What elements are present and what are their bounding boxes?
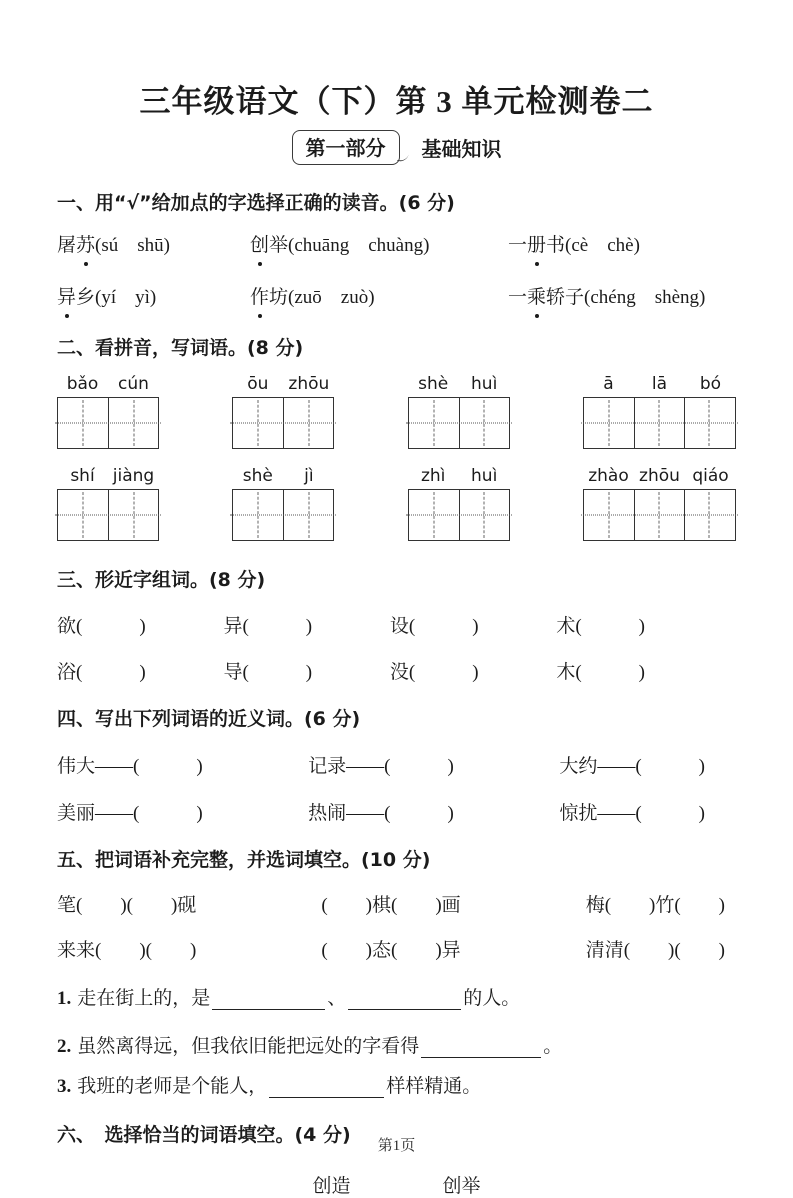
answer-blank bbox=[212, 991, 325, 1010]
writing-grid bbox=[583, 397, 736, 449]
q1-item-pre: 一 bbox=[508, 235, 528, 256]
q1-item-yiceshu bbox=[508, 230, 736, 257]
pinyin-syllable: huì bbox=[471, 374, 498, 394]
dotted-char: 作 bbox=[250, 282, 269, 309]
pinyin-label bbox=[232, 466, 334, 486]
writing-cell bbox=[584, 398, 634, 448]
sentence-text: 的人。 bbox=[463, 988, 521, 1009]
writing-cell bbox=[634, 398, 684, 448]
q1-item-zuofang bbox=[250, 282, 508, 309]
page-number: 第1页 bbox=[377, 1138, 416, 1154]
word-bank bbox=[57, 1171, 736, 1198]
pinyin-syllable: shè bbox=[418, 374, 449, 394]
sentence-text: 。 bbox=[543, 1036, 563, 1057]
synonym-item: 记录——( ) bbox=[308, 756, 454, 777]
word-form-item: 导( ) bbox=[223, 662, 313, 683]
sentence-text: 虽然离得远，但我依旧能把远处的字看得 bbox=[77, 1036, 420, 1057]
writing-cell bbox=[108, 490, 158, 540]
word-form-item: 没( ) bbox=[389, 662, 479, 683]
word-form-item: 设( ) bbox=[389, 616, 479, 637]
sentence-text: 、 bbox=[327, 988, 347, 1009]
pinyin-label bbox=[57, 374, 159, 394]
section-part-badge: 第一部分 bbox=[292, 130, 400, 165]
pinyin-grid-group bbox=[232, 374, 334, 449]
pinyin-grid-group bbox=[583, 374, 736, 449]
writing-cell bbox=[684, 398, 734, 448]
q1-item-post: 举(chuāng chuàng) bbox=[269, 235, 430, 256]
word-bank-option: 创造 bbox=[312, 1176, 351, 1197]
writing-grid bbox=[583, 489, 736, 541]
pinyin-syllable: qiáo bbox=[692, 466, 729, 486]
idiom-item: 笔( )( )砚 bbox=[57, 895, 197, 916]
writing-grid bbox=[232, 489, 334, 541]
answer-blank bbox=[348, 991, 461, 1010]
q1-item-post: 坊(zuō zuò) bbox=[269, 287, 375, 308]
pinyin-syllable: shí bbox=[70, 466, 95, 486]
pinyin-syllable: jì bbox=[304, 466, 314, 486]
sentence-number: 1. bbox=[57, 988, 72, 1009]
sentence-text: 我班的老师是个能人， bbox=[77, 1076, 268, 1097]
sentence-text: 样样精通。 bbox=[386, 1076, 482, 1097]
dotted-char: 创 bbox=[250, 230, 269, 257]
pinyin-grid-group bbox=[583, 466, 736, 541]
q1-item-post: 书(cè chè) bbox=[546, 235, 640, 256]
writing-grid bbox=[408, 489, 510, 541]
q1-row-2 bbox=[57, 282, 736, 319]
fill-in-sentence-3 bbox=[57, 1071, 736, 1098]
q3-heading: 三、形近字组词。(8 分) bbox=[57, 569, 266, 591]
writing-cell bbox=[459, 490, 509, 540]
writing-cell bbox=[409, 490, 459, 540]
q1-item-post: (sú shū) bbox=[95, 235, 170, 256]
writing-cell bbox=[584, 490, 634, 540]
q1-heading: 一、用“√”给加点的字选择正确的读音。(6 分) bbox=[57, 192, 455, 214]
word-form-item: 浴( ) bbox=[57, 662, 146, 683]
word-form-item: 木( ) bbox=[556, 662, 645, 683]
page-title: 三年级语文（下）第 3 单元检测卷二 bbox=[139, 84, 654, 119]
dotted-char: 册 bbox=[527, 230, 546, 257]
idiom-item: 清清( )( ) bbox=[585, 940, 725, 961]
pinyin-label bbox=[408, 466, 510, 486]
q1-item-tusu bbox=[57, 230, 250, 257]
word-form-item: 欲( ) bbox=[57, 616, 146, 637]
writing-cell bbox=[459, 398, 509, 448]
q1-item-pre: 屠 bbox=[57, 235, 77, 256]
sentence-number: 3. bbox=[57, 1076, 72, 1097]
pinyin-label bbox=[57, 466, 159, 486]
writing-cell bbox=[233, 490, 283, 540]
writing-cell bbox=[634, 490, 684, 540]
fill-in-sentence-2 bbox=[57, 1031, 736, 1058]
dotted-char: 异 bbox=[57, 282, 76, 309]
synonym-item: 伟大——( ) bbox=[57, 756, 203, 777]
writing-grid bbox=[408, 397, 510, 449]
q4-heading: 四、写出下列词语的近义词。(6 分) bbox=[57, 708, 361, 730]
pinyin-syllable: shè bbox=[242, 466, 273, 486]
idiom-item: ( )态( )异 bbox=[321, 940, 461, 961]
writing-cell bbox=[108, 398, 158, 448]
synonym-item: 美丽——( ) bbox=[57, 803, 203, 824]
pinyin-syllable: cún bbox=[118, 374, 149, 394]
answer-blank bbox=[269, 1079, 384, 1098]
pinyin-syllable: zhōu bbox=[288, 374, 330, 394]
pinyin-grid-group bbox=[408, 374, 510, 449]
q1-item-post: 轿子(chéng shèng) bbox=[546, 287, 706, 308]
q1-item-pre: 一 bbox=[508, 287, 528, 308]
pinyin-syllable: ā bbox=[603, 374, 614, 394]
dotted-char: 苏 bbox=[76, 230, 95, 257]
pinyin-syllable: bó bbox=[699, 374, 722, 394]
q5-row-1 bbox=[57, 890, 725, 917]
q2-heading: 二、看拼音，写词语。(8 分) bbox=[57, 337, 304, 359]
q5-row-2 bbox=[57, 935, 725, 962]
pinyin-syllable: zhì bbox=[420, 466, 446, 486]
pinyin-grid-group bbox=[57, 466, 159, 541]
writing-cell bbox=[58, 398, 108, 448]
q2-grid-row-2 bbox=[57, 466, 736, 541]
pinyin-grid-group bbox=[408, 466, 510, 541]
sentence-number: 2. bbox=[57, 1036, 72, 1057]
section-banner bbox=[0, 130, 793, 165]
q3-row-2 bbox=[57, 657, 645, 684]
idiom-item: 来来( )( ) bbox=[57, 940, 197, 961]
synonym-item: 大约——( ) bbox=[559, 756, 705, 777]
word-form-item: 异( ) bbox=[223, 616, 313, 637]
pinyin-syllable: ōu bbox=[247, 374, 269, 394]
pinyin-label bbox=[583, 466, 736, 486]
answer-blank bbox=[421, 1039, 541, 1058]
exam-page bbox=[0, 76, 793, 1198]
word-bank-option: 创举 bbox=[442, 1176, 481, 1197]
dotted-char: 乘 bbox=[527, 282, 546, 309]
synonym-item: 惊扰——( ) bbox=[559, 803, 705, 824]
writing-cell bbox=[283, 490, 333, 540]
q1-item-yixiang bbox=[57, 282, 250, 309]
pinyin-label bbox=[232, 374, 334, 394]
writing-grid bbox=[232, 397, 334, 449]
q1-item-chuangju bbox=[250, 230, 508, 257]
writing-cell bbox=[233, 398, 283, 448]
section-subject-label: 基础知识 bbox=[421, 137, 502, 161]
writing-grid bbox=[57, 397, 159, 449]
q4-row-1 bbox=[57, 751, 705, 778]
pinyin-label bbox=[408, 374, 510, 394]
fill-in-sentence-1 bbox=[57, 983, 736, 1010]
pinyin-syllable: zhào bbox=[588, 466, 629, 486]
writing-cell bbox=[409, 398, 459, 448]
sentence-text: 走在街上的，是 bbox=[77, 988, 211, 1009]
pinyin-grid-group bbox=[57, 374, 159, 449]
q5-heading: 五、把词语补充完整，并选词填空。(10 分) bbox=[57, 849, 431, 871]
pinyin-syllable: bǎo bbox=[66, 374, 99, 394]
pinyin-syllable: lā bbox=[651, 374, 668, 394]
idiom-item: ( )棋( )画 bbox=[321, 895, 461, 916]
writing-cell bbox=[58, 490, 108, 540]
pinyin-syllable: jiàng bbox=[112, 466, 155, 486]
pinyin-grid-group bbox=[232, 466, 334, 541]
q1-item-yichengjiaozi bbox=[508, 282, 736, 309]
word-form-item: 术( ) bbox=[556, 616, 645, 637]
writing-grid bbox=[57, 489, 159, 541]
idiom-item: 梅( )竹( ) bbox=[585, 895, 725, 916]
q3-row-1 bbox=[57, 611, 645, 638]
pinyin-syllable: zhōu bbox=[639, 466, 680, 486]
writing-cell bbox=[283, 398, 333, 448]
q6-heading: 六、 选择恰当的词语填空。(4 分) bbox=[57, 1124, 351, 1146]
pinyin-syllable: huì bbox=[471, 466, 498, 486]
pinyin-label bbox=[583, 374, 736, 394]
writing-cell bbox=[684, 490, 734, 540]
q2-grid-row-1 bbox=[57, 374, 736, 449]
q1-row-1 bbox=[57, 230, 736, 267]
q4-row-2 bbox=[57, 798, 705, 825]
synonym-item: 热闹——( ) bbox=[308, 803, 454, 824]
q1-item-post: 乡(yí yì) bbox=[76, 287, 157, 308]
